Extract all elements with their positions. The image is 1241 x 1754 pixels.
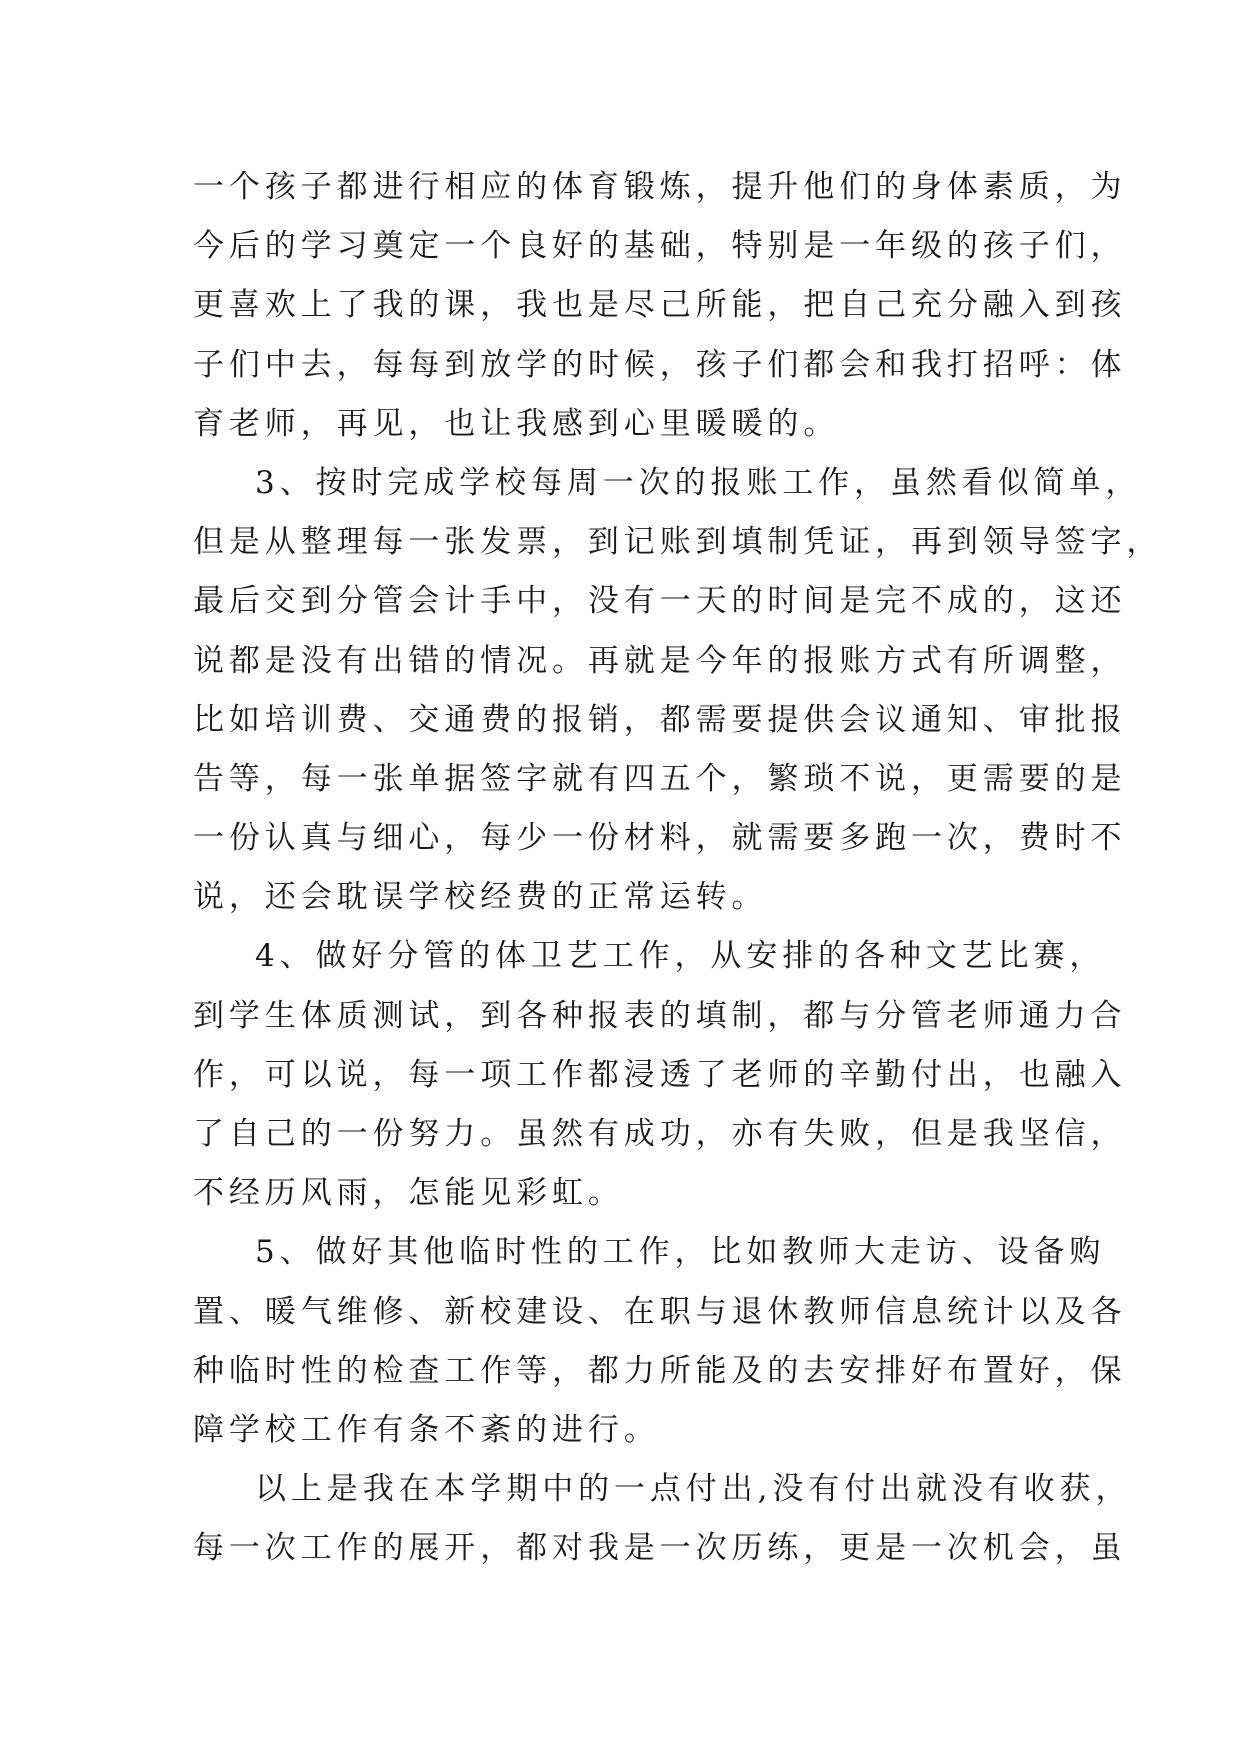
text-line: 一个孩子都进行相应的体育锻炼，提升他们的身体素质，为 <box>193 169 1127 205</box>
text-line: 育老师，再见，也让我感到心里暖暖的。 <box>193 405 840 442</box>
text-line: 子们中去，每每到放学的时候，孩子们都会和我打招呼：体 <box>193 346 1127 383</box>
text-line: 每一次工作的展开，都对我是一次历练，更是一次机会，虽 <box>193 1530 1127 1567</box>
text-line: 但是从整理每一张发票，到记账到填制凭证，再到领导签字， <box>193 524 1163 561</box>
text-line: 今后的学习奠定一个良好的基础，特别是一年级的孩子们， <box>193 228 1127 265</box>
body-text <box>193 158 1163 1579</box>
paragraph-5-first-line: 5、做好其他临时性的工作，比如教师大走访、设备购 <box>255 1234 1106 1271</box>
text-line: 最后交到分管会计手中，没有一天的时间是完不成的，这还 <box>193 583 1127 620</box>
paragraph-summary-first-line: 以上是我在本学期中的一点付出,没有付出就没有收获， <box>255 1471 1132 1508</box>
text-line: 更喜欢上了我的课，我也是尽己所能，把自己充分融入到孩 <box>193 287 1127 324</box>
text-line: 到学生体质测试，到各种报表的填制，都与分管老师通力合 <box>193 997 1127 1034</box>
text-line: 置、暖气维修、新校建设、在职与退休教师信息统计以及各 <box>193 1293 1127 1330</box>
text-line: 说都是没有出错的情况。再就是今年的报账方式有所调整， <box>193 642 1127 679</box>
text-line: 比如培训费、交通费的报销，都需要提供会议通知、审批报 <box>193 701 1127 738</box>
text-line: 了自己的一份努力。虽然有成功，亦有失败，但是我坚信， <box>193 1116 1127 1152</box>
text-line: 不经历风雨，怎能见彩虹。 <box>193 1175 624 1212</box>
text-line: 障学校工作有条不紊的进行。 <box>193 1411 660 1448</box>
text-line: 告等，每一张单据签字就有四五个，繁琐不说，更需要的是 <box>193 760 1127 797</box>
text-line: 作，可以说，每一项工作都浸透了老师的辛勤付出，也融入 <box>193 1056 1127 1093</box>
text-line: 种临时性的检查工作等，都力所能及的去安排好布置好，保 <box>193 1352 1127 1389</box>
text-line: 说，还会耽误学校经费的正常运转。 <box>193 879 768 916</box>
text-line: 一份认真与细心，每少一份材料，就需要多跑一次，费时不 <box>193 820 1127 857</box>
paragraph-3-first-line: 3、按时完成学校每周一次的报账工作，虽然看似简单， <box>255 464 1142 501</box>
paragraph-4-first-line: 4、做好分管的体卫艺工作，从安排的各种文艺比赛， <box>255 938 1106 975</box>
